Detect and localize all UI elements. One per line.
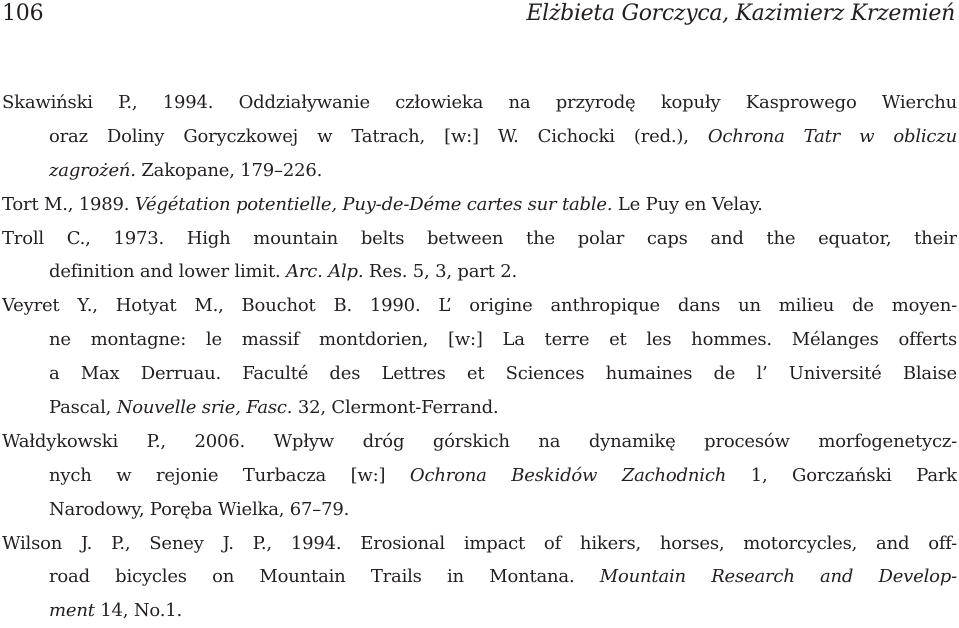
reference-line [2,357,957,391]
reference-text: road bicycles on Mountain Trails in Montana. [49,566,600,588]
running-head-authors: Elżbieta Gorczyca, Kazimierz Krzemień [526,1,955,26]
reference-line [2,594,957,628]
reference-entry-skawinski [2,86,957,188]
reference-text: Narodowy, Poręba Wielka, 67–79. [49,498,350,520]
reference-line [2,188,957,222]
reference-text: oraz Doliny Goryczkowej w Tatrach, [w:] W. Cichocki (red.), [49,125,708,147]
reference-text: Res. 5, 3, part 2. [363,261,517,283]
reference-line [2,255,957,289]
reference-text: Pascal, [49,397,117,419]
reference-text: Veyret Y., Hotyat M., Bouchot B. 1990. L’ origine anthropique dans un milieu de moyen- [2,295,957,317]
reference-text: nych w rejonie Turbacza [w:] [49,464,410,486]
reference-journal-italic: Arc. Alp. [286,261,364,283]
page-number: 106 [2,1,44,26]
reference-line [2,425,957,459]
reference-journal-italic: ment [49,600,95,622]
reference-line [2,391,957,425]
reference-text: 1, Gorczański Park [726,464,957,486]
reference-text: definition and lower limit. [49,261,287,283]
reference-text: Troll C., 1973. High mountain belts between the polar caps and the equator, their [2,227,957,249]
reference-title-italic: zagrożeń. [49,159,136,181]
reference-entry-wilson [2,527,957,628]
reference-line [2,493,957,527]
reference-text: Skawiński P., 1994. Oddziaływanie człowieka na przyrodę kopuły Kasprowego Wierchu [2,92,957,113]
reference-title-italic: Ochrona Tatr w obliczu [707,125,957,147]
reference-line [2,323,957,357]
reference-journal-italic: Nouvelle srie, Fasc. [116,397,293,419]
reference-line [2,222,957,256]
reference-text: 14, No.1. [94,600,182,622]
reference-line [2,560,957,594]
reference-text: a Max Derruau. Faculté des Lettres et Sciences humaines de l’ Université Blaise [49,363,957,385]
reference-text: Tort M., 1989. [2,193,135,215]
reference-text: ne montagne: le massif montdorien, [w:] La terre et les hommes. Mélanges offerts [49,329,957,351]
reference-entry-troll [2,222,957,290]
reference-entry-tort [2,188,957,222]
reference-line [2,289,957,323]
reference-title-italic: Ochrona Beskidów Zachodnich [409,464,727,486]
reference-entry-veyret [2,289,957,425]
reference-line [2,120,957,154]
reference-line [2,527,957,561]
reference-title-italic: Végétation potentielle, Puy-de-Déme cartes sur table. [134,193,613,215]
reference-text: 32, Clermont-Ferrand. [292,397,499,419]
reference-text: Wilson J. P., Seney J. P., 1994. Erosional impact of hikers, horses, motorcycles, and off- [2,532,957,554]
reference-line [2,86,957,120]
reference-line [2,459,957,493]
reference-text: Wałdykowski P., 2006. Wpływ dróg górskich na dynamikę procesów morfogenetycz- [2,430,957,452]
reference-list [2,86,957,628]
reference-text: Le Puy en Velay. [612,193,763,215]
reference-line [2,154,957,188]
reference-journal-italic: Mountain Research and Develop- [599,566,957,588]
reference-text: Zakopane, 179–226. [135,159,323,181]
reference-entry-waldykowski [2,425,957,527]
page-header [0,0,959,36]
